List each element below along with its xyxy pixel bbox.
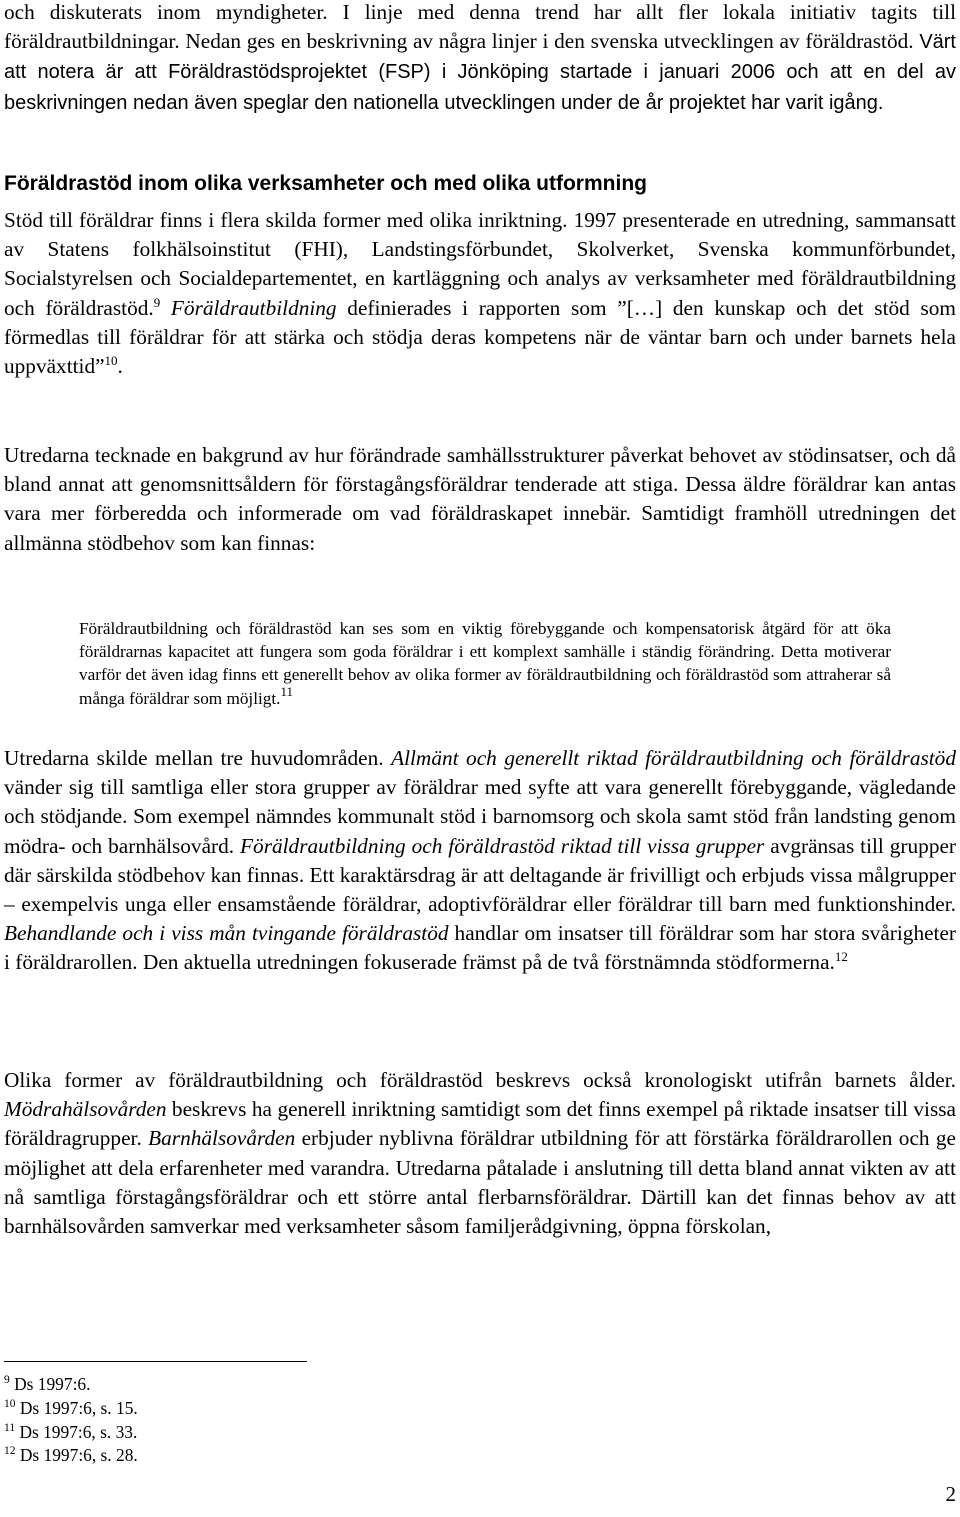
quote-text: Föräldrautbildning och föräldrastöd kan ses som en viktig förebyggande och kompensatorisk åtgärd för att öka föräldrarnas kapacitet att fungera som goda föräldrar i ett komplext samhälle i ständig förändring. Detta motiverar varför det även idag finns ett generellt behov av olika former av föräldrautbildning och föräldrastöd som attraherar så många föräldrar som möjligt. — [79, 619, 891, 708]
footnote-text: Ds 1997:6. — [14, 1374, 91, 1394]
footnote-11 — [4, 1421, 138, 1445]
olika-text-2: beskrevs ha generell inriktning samtidigt som det finns exempel på riktade insatser till vissa föräldragrupper. — [4, 1097, 956, 1151]
intro-text-2: Värt att notera är att Föräldrastödsprojektet (FSP) i Jönköping startade i januari 2006 och att en del av beskrivningen nedan även speglar den nationella utvecklingen under de år projektet har varit igång. — [4, 31, 956, 114]
intro-text-1: och diskuterats inom myndigheter. I linje med denna trend har allt fler lokala initiativ tagits till föräldrautbildningar. Nedan ges en beskrivning av några linjer i den svenska utvecklingen av föräldrastöd. — [4, 0, 956, 54]
footnote-9 — [4, 1373, 138, 1397]
fhi-text-2: definierades i rapporten som ”[…] den kunskap och det stöd som förmedlas till föräldrar för att stärka och stödja deras kompetens när de väntar barn och under barnets hela uppväxttid” — [4, 295, 956, 379]
footnote-ref-12: 12 — [834, 949, 848, 965]
huvud-text-1: Utredarna skilde mellan tre huvudområden. — [4, 746, 392, 770]
huvud-italic-3: Behandlande och i viss mån tvingande föräldrastöd — [4, 921, 449, 946]
block-quote — [79, 617, 891, 710]
huvud-text-3: avgränsas till grupper där särskilda stödbehov kan finnas. Ett karaktärsdrag är att deltagande är frivilligt och erbjuds vissa målgrupper – exempelvis unga eller ensamstående föräldrar, adoptivföräldrar eller föräldrar till barn med funktionshinder. — [4, 833, 957, 917]
olika-text-3: erbjuder nyblivna föräldrar utbildning för att förstärka föräldrarollen och ge möjlighet att dela erfarenheter med varandra. Utredarna påtalade i anslutning till detta bland annat vikten av att nå samtliga förstagångsföräldrar och ett större antal flerbarnsföräldrar. Därtill kan det finnas behov av att barnhälsovården samverkar med verksamheter såsom familjerådgivning, öppna förskolan, — [4, 1126, 956, 1239]
footnote-12 — [4, 1444, 138, 1468]
paragraph-bakgrund: Utredarna tecknade en bakgrund av hur förändrade samhällsstrukturer påverkat behovet av stödinsatser, och då bland annat att genomsnittsåldern för förstagångsföräldrar tenderade att stiga. Dessa äldre föräldrar kan antas vara mer förberedda och informerade om vad föräldraskapet innebär. Samtidigt framhöll utredningen det allmänna stödbehov som kan finnas: — [4, 443, 956, 555]
footnote-divider — [4, 1361, 307, 1362]
footnote-text: Ds 1997:6, s. 28. — [19, 1445, 138, 1466]
section-heading: Föräldrastöd inom olika verksamheter och med olika utformning — [4, 172, 647, 195]
footnote-text: Ds 1997:6, s. 33. — [19, 1421, 138, 1442]
paragraph-intro — [4, 0, 956, 118]
footnote-number: 10 — [4, 1397, 16, 1410]
footnote-ref-11: 11 — [280, 683, 293, 699]
footnote-number: 9 — [4, 1374, 10, 1386]
olika-italic-1: Mödrahälsovården — [4, 1097, 167, 1122]
olika-italic-2: Barnhälsovården — [148, 1126, 296, 1151]
footnote-ref-9: 9 — [153, 294, 161, 310]
paragraph-huvudomraden — [4, 744, 956, 978]
huvud-italic-1: Allmänt och generellt riktad föräldrautbildning och föräldrastöd — [391, 746, 956, 770]
footnotes — [4, 1373, 138, 1468]
huvud-text-2: vänder sig till samtliga eller stora grupper av föräldrar med syfte att vara generellt förebyggande, vägledande och stödjande. Som exempel nämndes kommunalt stöd i barnomsorg och skola samt stöd från landsting genom mödra- och barnhälsovård. — [4, 775, 956, 858]
paragraph-fhi — [4, 206, 956, 381]
footnote-10 — [4, 1397, 138, 1421]
huvud-italic-2: Föräldrautbildning och föräldrastöd riktad till vissa grupper — [240, 833, 765, 858]
fhi-text-end: . — [117, 354, 123, 379]
paragraph-olika-former — [4, 1066, 956, 1241]
footnote-ref-10: 10 — [104, 353, 118, 369]
page-number: 2 — [945, 1482, 956, 1506]
footnote-text: Ds 1997:6, s. 15. — [19, 1397, 138, 1418]
olika-text-1: Olika former av föräldrautbildning och föräldrastöd beskrevs också kronologiskt utifrån barnets ålder. — [4, 1068, 956, 1092]
fhi-text-1: Stöd till föräldrar finns i flera skilda former med olika inriktning. 1997 presenterade en utredning, sammansatt av Statens folkhälsoinstitut (FHI), Landstingsförbundet, Skolverket, Svenska kommunförbundet, Socialstyrelsen och Socialdepartementet, en kartläggning och analys av verksamheter med föräldrautbildning och föräldrastöd. — [4, 208, 956, 320]
fhi-term-italic: Föräldrautbildning — [170, 295, 337, 320]
footnote-number: 12 — [4, 1445, 16, 1458]
footnote-number: 11 — [4, 1421, 16, 1434]
fhi-space — [160, 296, 171, 320]
huvud-text-4: handlar om insatser till föräldrar som har stora svårigheter i föräldrarollen. Den aktuella utredningen fokuserade främst på de två förstnämnda stödformerna. — [4, 921, 957, 975]
